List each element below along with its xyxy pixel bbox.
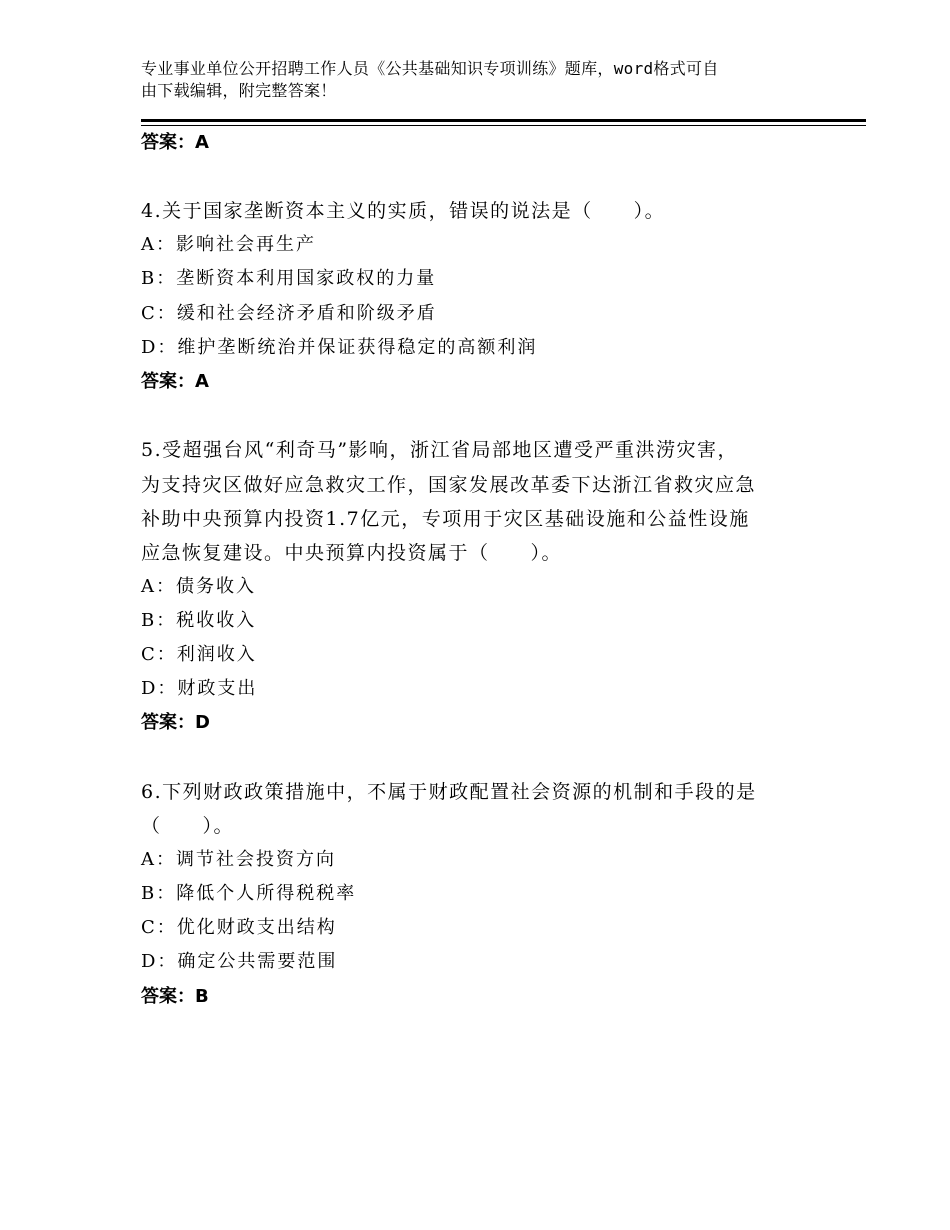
question-6-answer: 答案：B xyxy=(141,986,209,1007)
question-6-stem-line-2: （ ）。 xyxy=(141,815,235,837)
header-rule-thin xyxy=(141,125,866,126)
question-5-answer: 答案：D xyxy=(141,712,210,733)
question-5-stem-line-4: 应急恢复建设。中央预算内投资属于（ ）。 xyxy=(141,542,563,564)
question-5-option-c: C：利润收入 xyxy=(141,644,257,665)
question-4-option-c: C：缓和社会经济矛盾和阶级矛盾 xyxy=(141,303,437,324)
question-6-option-b: B：降低个人所得税税率 xyxy=(141,883,357,904)
question-4-option-a: A：影响社会再生产 xyxy=(141,234,316,255)
page-header xyxy=(141,58,821,102)
question-5-option-a: A：债务收入 xyxy=(141,576,256,597)
header-line-2: 由下载编辑，附完整答案！ xyxy=(141,81,337,100)
question-5-option-b: B：税收收入 xyxy=(141,610,257,631)
header-rule-thick xyxy=(141,119,866,122)
question-4-answer: 答案：A xyxy=(141,371,209,392)
question-6-option-a: A：调节社会投资方向 xyxy=(141,849,336,870)
question-5-stem-line-3: 补助中央预算内投资1.7亿元，专项用于灾区基础设施和公益性设施 xyxy=(141,508,750,530)
header-line-1: 专业事业单位公开招聘工作人员《公共基础知识专项训练》题库，word格式可自 xyxy=(141,59,719,78)
question-4-option-b: B：垄断资本利用国家政权的力量 xyxy=(141,268,437,289)
question-5-stem-line-2: 为支持灾区做好应急救灾工作，国家发展改革委下达浙江省救灾应急 xyxy=(141,474,757,496)
question-5-stem-line-1: 5.受超强台风“利奇马”影响，浙江省局部地区遭受严重洪涝灾害， xyxy=(141,439,739,461)
question-6-option-d: D：确定公共需要范围 xyxy=(141,951,338,972)
question-4-stem: 4.关于国家垄断资本主义的实质，错误的说法是（ ）。 xyxy=(141,200,666,222)
answer-3: 答案：A xyxy=(141,132,209,153)
question-6-option-c: C：优化财政支出结构 xyxy=(141,917,337,938)
question-4-option-d: D：维护垄断统治并保证获得稳定的高额利润 xyxy=(141,337,538,358)
question-5-option-d: D：财政支出 xyxy=(141,678,258,699)
question-6-stem-line-1: 6.下列财政政策措施中，不属于财政配置社会资源的机制和手段的是 xyxy=(141,781,757,803)
